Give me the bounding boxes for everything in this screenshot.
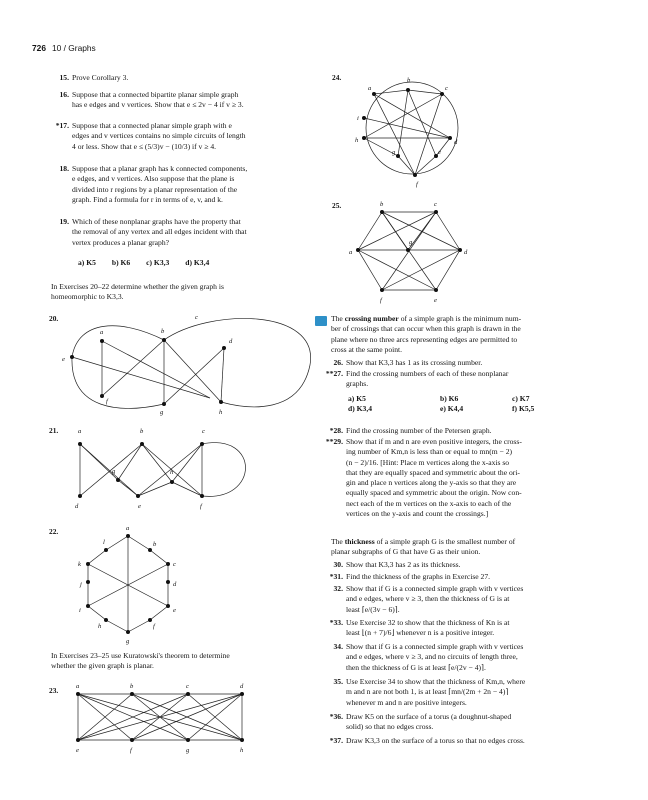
- vertex-label: g: [112, 468, 116, 475]
- exercise-37: [329, 736, 621, 746]
- definition-line: cross at the same point.: [331, 344, 403, 354]
- exercise-line: 4 or less. Show that e ≤ (5/3)v − (10/3) if v ≥ 4.: [72, 141, 217, 151]
- vertex-label: e: [76, 747, 79, 754]
- vertex-label: f: [380, 297, 382, 304]
- exercise-line: and e edges, where v ≥ 3, then the thickness of G is at: [346, 594, 510, 604]
- vertex-label: g: [126, 638, 130, 645]
- exercise-number: *36.: [329, 712, 343, 721]
- exercise-27-options: [348, 394, 572, 415]
- intro-line: homeomorphic to K3,3.: [51, 292, 124, 302]
- vertex-label: c: [434, 201, 437, 208]
- exercise-36: [329, 712, 621, 733]
- vertex-label: d: [454, 139, 458, 146]
- vertex-label: g: [160, 409, 164, 416]
- exercise-number: *33.: [329, 618, 343, 627]
- exercise-line: least ⌊(n + 7)/6⌋ whenever n is a positive integer.: [346, 628, 495, 638]
- exercise-number: **27.: [325, 369, 343, 378]
- term-thickness: thickness: [344, 537, 375, 546]
- exercise-text: Prove Corollary 3.: [72, 73, 129, 82]
- exercise-line: Use Exercise 34 to show that the thickness of Km,n, where: [346, 677, 526, 686]
- exercise-number: 35.: [333, 677, 343, 686]
- option: e) K4,4: [440, 404, 464, 414]
- vertex-label: b: [130, 683, 134, 690]
- exercise-31: [329, 572, 621, 582]
- vertex-label: g: [392, 149, 396, 156]
- option: a) K5: [78, 258, 96, 267]
- exercise-number: *37.: [329, 736, 343, 745]
- vertex-label: d: [229, 338, 233, 345]
- exercise-line: Show that if G is a connected simple graph with v vertices: [346, 584, 524, 593]
- vertex-label: a: [78, 428, 82, 435]
- vertex-label: f: [106, 398, 108, 405]
- intro-line: In Exercises 20–22 determine whether the given graph is: [51, 282, 224, 291]
- vertex-label: g: [409, 239, 413, 246]
- exercise-line: nect each of the m vertices on the x-axis to each of the: [346, 498, 512, 508]
- vertex-label: g: [186, 747, 190, 754]
- exercise-25-label: 25.: [332, 201, 342, 210]
- vertex-label: d: [240, 683, 244, 690]
- exercise-line: m and n are not both 1, is at least ⌈mn/(2m + 2n − 4)⌉: [346, 687, 509, 697]
- links-icon: [315, 316, 327, 326]
- vertex-label: h: [219, 409, 223, 416]
- option: b) K6: [111, 258, 131, 267]
- vertex-label: f: [200, 503, 202, 510]
- exercise-line: Show that if G is a connected simple graph with v vertices: [346, 642, 524, 651]
- exercise-line: Use Exercise 32 to show that the thickness of Kn is at: [346, 618, 510, 627]
- vertex-label: h: [355, 137, 359, 144]
- vertex-label: c: [173, 561, 176, 568]
- vertex-label: f: [153, 623, 155, 630]
- option: b) K6: [440, 394, 459, 403]
- intro-line: whether the given graph is planar.: [51, 661, 154, 671]
- page-number: 726: [32, 43, 46, 53]
- exercise-line: that they are equally spaced and symmetric about the ori-: [346, 467, 520, 477]
- option: a) K5: [348, 394, 366, 403]
- vertex-label: c: [202, 428, 205, 435]
- graph-22: [60, 522, 320, 650]
- vertex-label: b: [407, 77, 411, 84]
- exercise-text: Show that K3,3 has 1 as its crossing number.: [346, 358, 483, 367]
- exercise-34: [333, 642, 621, 673]
- vertex-label: e: [173, 607, 176, 614]
- exercise-19-options: [78, 258, 223, 267]
- exercise-line: has e edges and v vertices. Show that e ≤ 2v − 4 if v ≥ 3.: [72, 100, 244, 110]
- exercise-line: ing number of Km,n is less than or equal to mn(m − 2): [346, 447, 513, 457]
- vertex-label: a: [100, 329, 104, 336]
- exercise-text: graphs.: [346, 379, 369, 389]
- exercise-line: divided into r regions by a planar representation of the: [72, 184, 238, 194]
- exercise-number: 26.: [333, 358, 343, 367]
- option: d) K3,4: [185, 258, 210, 267]
- exercise-number: 15.: [59, 73, 69, 82]
- exercise-line: and e edges, where v ≥ 3, and no circuits of length three,: [346, 652, 518, 662]
- exercise-33: [329, 618, 621, 639]
- graph-21: [60, 422, 320, 522]
- vertex-label: c: [195, 314, 198, 321]
- exercise-line: Suppose that a connected bipartite planar simple graph: [72, 90, 239, 99]
- exercise-16: [59, 90, 322, 111]
- vertex-label: f: [416, 181, 418, 188]
- exercise-text: Find the crossing numbers of each of these nonplanar: [346, 369, 509, 378]
- vertex-label: l: [103, 539, 105, 546]
- graph-20: [60, 310, 320, 420]
- vertex-label: a: [76, 683, 80, 690]
- vertex-label: c: [186, 683, 189, 690]
- exercise-line: e edges, and v vertices. Also suppose that the plane is: [72, 174, 235, 184]
- exercise-text: Draw K3,3 on the surface of a torus so that no edges cross.: [346, 736, 525, 745]
- exercise-line: Suppose that a planar graph has k connected components,: [72, 164, 248, 173]
- exercise-number: 19.: [59, 217, 69, 226]
- definition-line: The thickness of a simple graph G is the smallest number of: [331, 537, 516, 546]
- vertex-label: i: [357, 115, 359, 122]
- vertex-label: b: [380, 201, 384, 208]
- crossing-number-definition: [331, 314, 621, 355]
- vertex-label: b: [161, 328, 165, 335]
- exercise-number: *31.: [329, 572, 343, 581]
- exercise-text: Find the thickness of the graphs in Exercise 27.: [346, 572, 491, 581]
- exercise-line: solid) so that no edges cross.: [346, 722, 434, 732]
- vertex-label: h: [170, 469, 174, 476]
- intro-line: In Exercises 23–25 use Kuratowski's theorem to determine: [51, 651, 230, 660]
- vertex-label: h: [98, 623, 102, 630]
- definition-line: plane where no three arcs representing edges are permitted to: [331, 334, 518, 344]
- exercise-number: 16.: [59, 90, 69, 99]
- exercise-number: 32.: [333, 584, 343, 593]
- option: c) K7: [512, 394, 530, 403]
- exercise-26: [333, 358, 621, 368]
- exercise-28: [329, 426, 621, 436]
- vertex-label: i: [79, 607, 81, 614]
- vertex-label: d: [173, 581, 177, 588]
- exercise-number: **29.: [325, 437, 343, 446]
- vertex-label: e: [434, 297, 437, 304]
- exercise-number: 30.: [333, 560, 343, 569]
- thickness-definition: [331, 537, 621, 558]
- exercise-line: the removal of any vertex and all edges incident with that: [72, 227, 247, 237]
- graph-20-edges: [72, 318, 311, 408]
- vertex-label: k: [78, 561, 81, 568]
- exercise-32: [333, 584, 621, 615]
- exercise-line: Suppose that a connected planar simple graph with e: [72, 121, 232, 130]
- exercise-19: [59, 217, 322, 248]
- option: f) K5,5: [512, 404, 535, 414]
- exercise-number: *17.: [55, 121, 69, 130]
- exercise-line: least ⌈e/(3v − 6)⌉.: [346, 604, 400, 614]
- vertex-label: b: [153, 541, 157, 548]
- vertex-label: a: [368, 85, 372, 92]
- exercise-line: Which of these nonplanar graphs have the property that: [72, 217, 241, 226]
- exercise-17: [55, 121, 322, 152]
- vertex-label: d: [75, 503, 79, 510]
- exercise-15: [59, 73, 322, 83]
- exercise-20-label: 20.: [49, 314, 59, 323]
- exercise-line: (n − 2)/16. [Hint: Place m vertices along the x-axis so: [346, 457, 510, 467]
- exercise-number: 34.: [333, 642, 343, 651]
- graph-25: [340, 198, 480, 310]
- vertex-label: e: [138, 503, 141, 510]
- exercise-line: equally spaced and symmetric about the origin. Now con-: [346, 488, 522, 498]
- option: c) K3,3: [146, 258, 170, 267]
- graph-24: [330, 72, 490, 200]
- vertex-label: e: [62, 356, 65, 363]
- exercise-line: Draw K5 on the surface of a torus (a doughnut-shaped: [346, 712, 512, 721]
- definition-line: planar subgraphs of G that have G as their union.: [331, 547, 481, 557]
- option: d) K3,4: [348, 404, 373, 414]
- exercise-29: [325, 437, 621, 519]
- exercise-24-label: 24.: [332, 73, 342, 82]
- exercise-35: [333, 677, 621, 708]
- vertex-label: b: [140, 428, 144, 435]
- vertex-label: h: [240, 747, 244, 754]
- graph-23: [60, 682, 320, 762]
- exercise-number: *28.: [329, 426, 343, 435]
- term-crossing-number: crossing number: [344, 314, 399, 323]
- exercise-30: [333, 560, 621, 570]
- vertex-label: c: [445, 85, 448, 92]
- intro-20-22: [51, 282, 321, 303]
- exercise-22-label: 22.: [49, 527, 59, 536]
- section-title: 10 / Graphs: [51, 43, 96, 53]
- definition-line: The crossing number of a simple graph is the minimum num-: [331, 314, 522, 323]
- intro-23-25: [51, 651, 321, 672]
- vertex-label: d: [464, 249, 468, 256]
- exercise-text: Show that K3,3 has 2 as its thickness.: [346, 560, 461, 569]
- exercise-number: 18.: [59, 164, 69, 173]
- exercise-27: [325, 369, 621, 390]
- vertex-label: a: [349, 249, 353, 256]
- exercise-text: Find the crossing number of the Petersen graph.: [346, 426, 492, 435]
- page-header: [32, 43, 96, 53]
- exercise-line: vertex produces a planar graph?: [72, 237, 169, 247]
- exercise-23-label: 23.: [49, 686, 59, 695]
- exercise-line: graph. Find a formula for r in terms of e, v, and k.: [72, 194, 223, 204]
- exercise-18: [59, 164, 322, 205]
- exercise-line: gin and place n vertices along the y-axis so that they are: [346, 478, 517, 488]
- exercise-line: edges and v vertices contains no simple circuits of length: [72, 131, 246, 141]
- vertex-label: f: [130, 747, 132, 754]
- exercise-line: then the thickness of G is at least ⌈e/(2v − 4)⌉.: [346, 662, 486, 672]
- exercise-line: Show that if m and n are even positive integers, the cross-: [346, 437, 522, 446]
- definition-line: ber of crossings that can occur when this graph is drawn in the: [331, 324, 521, 334]
- exercise-line: vertices on the y-axis and count the crossings.]: [346, 509, 489, 519]
- vertex-label: e: [438, 149, 441, 156]
- vertex-label: j: [80, 581, 82, 588]
- exercise-21-label: 21.: [49, 426, 59, 435]
- vertex-label: a: [126, 525, 130, 532]
- exercise-line: whenever m and n are positive integers.: [346, 697, 467, 707]
